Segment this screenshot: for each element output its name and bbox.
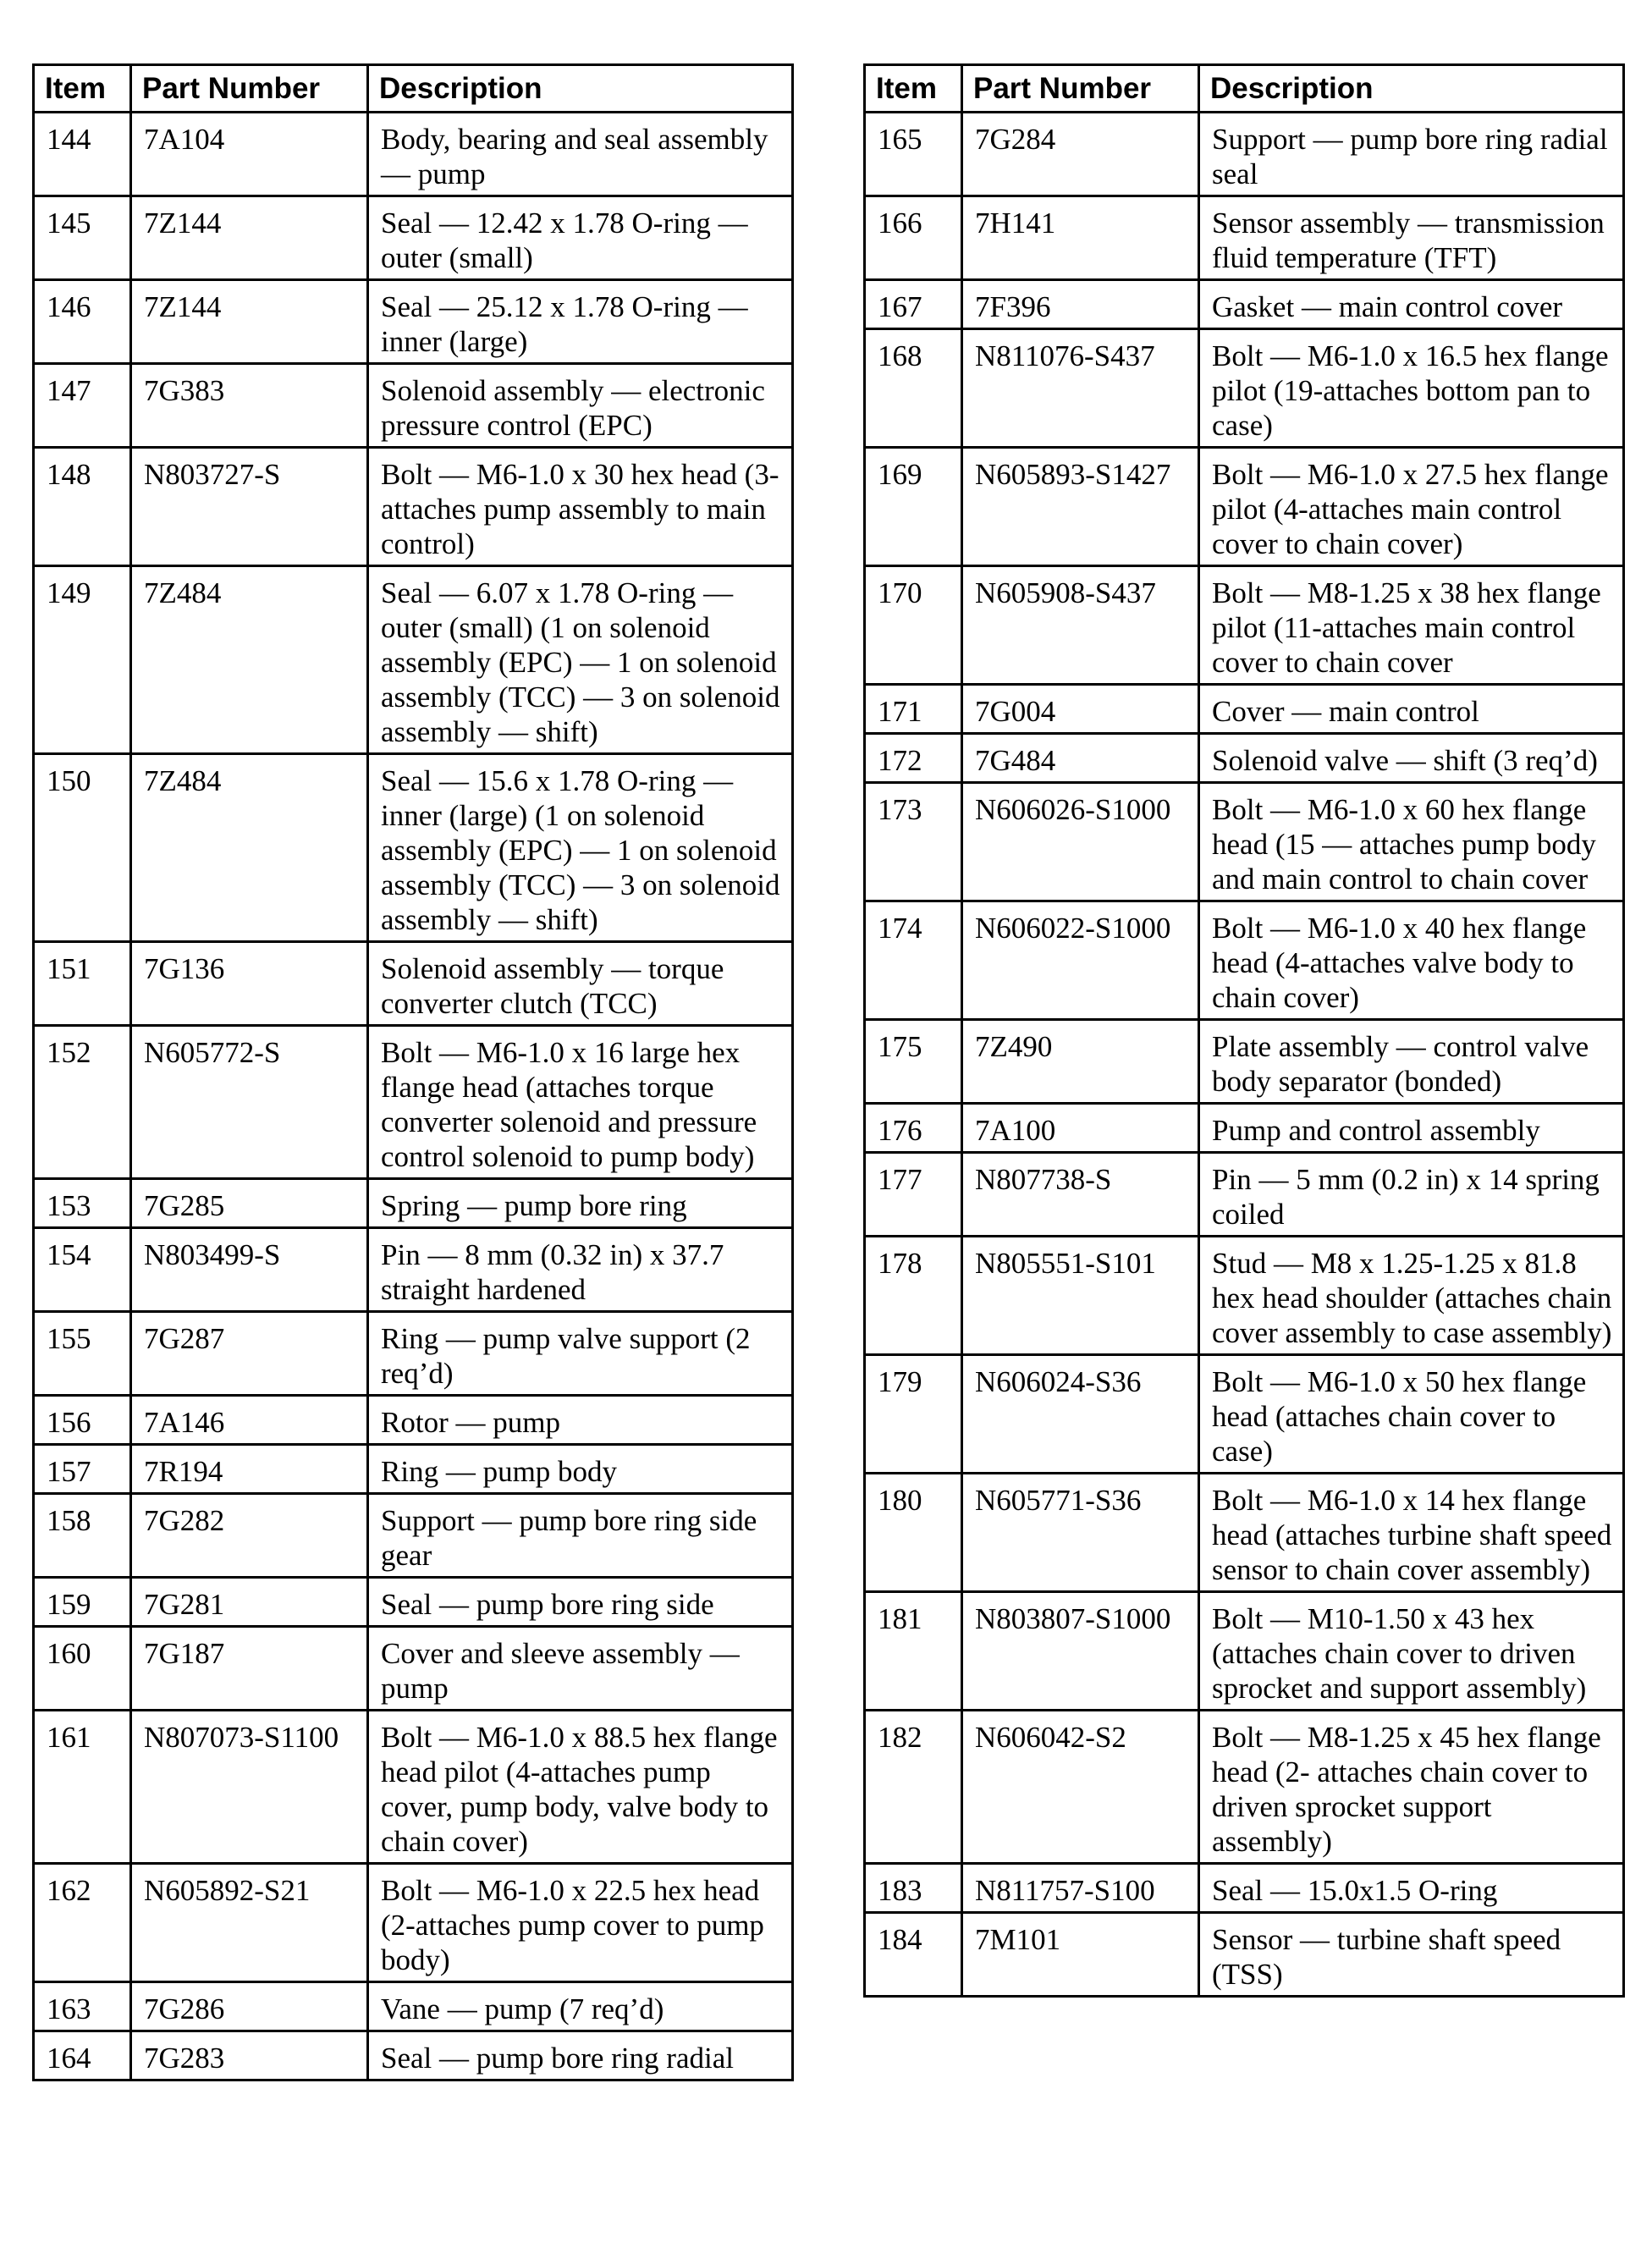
part-number-cell: 7F396: [962, 280, 1199, 329]
table-row: [865, 1864, 1624, 1913]
description-cell: Seal — pump bore ring radial: [368, 2031, 793, 2080]
item-cell: 158: [34, 1494, 131, 1578]
description-cell: Bolt — M10-1.50 x 43 hex (attaches chain cover to driven sprocket and support assembly): [1199, 1592, 1624, 1711]
table-row: [34, 1396, 793, 1445]
table-row: [34, 113, 793, 196]
item-cell: 179: [865, 1355, 962, 1474]
header-description: Description: [368, 65, 793, 113]
item-cell: 162: [34, 1864, 131, 1982]
item-cell: 174: [865, 901, 962, 1020]
part-number-cell: 7G282: [131, 1494, 368, 1578]
table-row: [865, 1020, 1624, 1104]
table-body-left: [34, 113, 793, 2080]
description-cell: Bolt — M6-1.0 x 50 hex flange head (attaches chain cover to case): [1199, 1355, 1624, 1474]
item-cell: 160: [34, 1627, 131, 1711]
item-cell: 155: [34, 1312, 131, 1396]
item-cell: 167: [865, 280, 962, 329]
description-cell: Bolt — M8-1.25 x 45 hex flange head (2- attaches chain cover to driven sprocket support assembly): [1199, 1711, 1624, 1864]
description-cell: Vane — pump (7 req’d): [368, 1982, 793, 2031]
part-number-cell: 7A146: [131, 1396, 368, 1445]
part-number-cell: 7G383: [131, 364, 368, 448]
item-cell: 148: [34, 448, 131, 566]
item-cell: 182: [865, 1711, 962, 1864]
part-number-cell: 7Z484: [131, 754, 368, 942]
item-cell: 183: [865, 1864, 962, 1913]
part-number-cell: 7G281: [131, 1578, 368, 1627]
part-number-cell: 7A100: [962, 1104, 1199, 1153]
table-row: [34, 1578, 793, 1627]
description-cell: Bolt — M6-1.0 x 60 hex flange head (15 — attaches pump body and main control to chain cover: [1199, 783, 1624, 901]
part-number-cell: N605893-S1427: [962, 448, 1199, 566]
item-cell: 176: [865, 1104, 962, 1153]
item-cell: 150: [34, 754, 131, 942]
description-cell: Stud — M8 x 1.25-1.25 x 81.8 hex head shoulder (attaches chain cover assembly to case assembly): [1199, 1237, 1624, 1355]
table-row: [34, 1445, 793, 1494]
description-cell: Gasket — main control cover: [1199, 280, 1624, 329]
table-row: [34, 1494, 793, 1578]
description-cell: Support — pump bore ring radial seal: [1199, 113, 1624, 196]
item-cell: 171: [865, 685, 962, 734]
description-cell: Pin — 8 mm (0.32 in) x 37.7 straight hardened: [368, 1228, 793, 1312]
part-number-cell: N605908-S437: [962, 566, 1199, 685]
table-row: [865, 1237, 1624, 1355]
part-number-cell: N807073-S1100: [131, 1711, 368, 1864]
part-number-cell: N606026-S1000: [962, 783, 1199, 901]
table-header-row: [34, 65, 793, 113]
description-cell: Sensor assembly — transmission fluid temperature (TFT): [1199, 196, 1624, 280]
description-cell: Bolt — M6-1.0 x 22.5 hex head (2-attaches pump cover to pump body): [368, 1864, 793, 1982]
item-cell: 163: [34, 1982, 131, 2031]
table-body-right: [865, 113, 1624, 1997]
parts-table-left: [32, 63, 794, 2081]
item-cell: 181: [865, 1592, 962, 1711]
table-header-row: [865, 65, 1624, 113]
table-row: [865, 1474, 1624, 1592]
parts-table-right: [863, 63, 1625, 1998]
item-cell: 145: [34, 196, 131, 280]
item-cell: 149: [34, 566, 131, 754]
part-number-cell: 7G284: [962, 113, 1199, 196]
item-cell: 161: [34, 1711, 131, 1864]
table-row: [34, 754, 793, 942]
item-cell: 152: [34, 1026, 131, 1179]
part-number-cell: 7G187: [131, 1627, 368, 1711]
description-cell: Rotor — pump: [368, 1396, 793, 1445]
description-cell: Bolt — M6-1.0 x 27.5 hex flange pilot (4-attaches main control cover to chain cover): [1199, 448, 1624, 566]
item-cell: 168: [865, 329, 962, 448]
description-cell: Bolt — M6-1.0 x 30 hex head (3-attaches pump assembly to main control): [368, 448, 793, 566]
part-number-cell: 7H141: [962, 196, 1199, 280]
table-row: [865, 685, 1624, 734]
table-row: [865, 448, 1624, 566]
description-cell: Bolt — M6-1.0 x 16.5 hex flange pilot (19-attaches bottom pan to case): [1199, 329, 1624, 448]
header-item: Item: [34, 65, 131, 113]
table-row: [865, 1711, 1624, 1864]
item-cell: 172: [865, 734, 962, 783]
part-number-cell: 7G287: [131, 1312, 368, 1396]
description-cell: Seal — 12.42 x 1.78 O-ring — outer (small): [368, 196, 793, 280]
part-number-cell: N606024-S36: [962, 1355, 1199, 1474]
table-row: [34, 2031, 793, 2080]
table-row: [865, 1153, 1624, 1237]
item-cell: 170: [865, 566, 962, 685]
item-cell: 144: [34, 113, 131, 196]
description-cell: Seal — 6.07 x 1.78 O-ring — outer (small) (1 on solenoid assembly (EPC) — 1 on solenoid assembly (TCC) — 3 on solenoid assembly — shift): [368, 566, 793, 754]
table-row: [865, 1355, 1624, 1474]
part-number-cell: N803727-S: [131, 448, 368, 566]
part-number-cell: 7G283: [131, 2031, 368, 2080]
table-row: [865, 1592, 1624, 1711]
description-cell: Seal — pump bore ring side: [368, 1578, 793, 1627]
item-cell: 166: [865, 196, 962, 280]
item-cell: 164: [34, 2031, 131, 2080]
part-number-cell: N805551-S101: [962, 1237, 1199, 1355]
header-item: Item: [865, 65, 962, 113]
table-row: [34, 280, 793, 364]
item-cell: 146: [34, 280, 131, 364]
part-number-cell: 7Z144: [131, 196, 368, 280]
table-row: [865, 280, 1624, 329]
item-cell: 178: [865, 1237, 962, 1355]
item-cell: 175: [865, 1020, 962, 1104]
table-row: [865, 1913, 1624, 1997]
table-row: [34, 1711, 793, 1864]
table-row: [34, 1982, 793, 2031]
header-part-number: Part Number: [131, 65, 368, 113]
table-row: [34, 1864, 793, 1982]
description-cell: Sensor — turbine shaft speed (TSS): [1199, 1913, 1624, 1997]
description-cell: Solenoid assembly — electronic pressure control (EPC): [368, 364, 793, 448]
part-number-cell: N605892-S21: [131, 1864, 368, 1982]
item-cell: 157: [34, 1445, 131, 1494]
part-number-cell: N811076-S437: [962, 329, 1199, 448]
item-cell: 156: [34, 1396, 131, 1445]
part-number-cell: 7Z484: [131, 566, 368, 754]
part-number-cell: 7Z144: [131, 280, 368, 364]
description-cell: Cover — main control: [1199, 685, 1624, 734]
table-row: [34, 448, 793, 566]
description-cell: Seal — 25.12 x 1.78 O-ring — inner (large): [368, 280, 793, 364]
item-cell: 151: [34, 942, 131, 1026]
part-number-cell: 7M101: [962, 1913, 1199, 1997]
description-cell: Support — pump bore ring side gear: [368, 1494, 793, 1578]
item-cell: 173: [865, 783, 962, 901]
part-number-cell: N605772-S: [131, 1026, 368, 1179]
table-row: [865, 901, 1624, 1020]
item-cell: 184: [865, 1913, 962, 1997]
table-row: [34, 1179, 793, 1228]
table-row: [865, 329, 1624, 448]
part-number-cell: 7G004: [962, 685, 1199, 734]
description-cell: Pin — 5 mm (0.2 in) x 14 spring coiled: [1199, 1153, 1624, 1237]
table-row: [865, 113, 1624, 196]
item-cell: 159: [34, 1578, 131, 1627]
description-cell: Cover and sleeve assembly — pump: [368, 1627, 793, 1711]
part-number-cell: N803807-S1000: [962, 1592, 1199, 1711]
part-number-cell: 7G484: [962, 734, 1199, 783]
table-row: [34, 1627, 793, 1711]
part-number-cell: N606022-S1000: [962, 901, 1199, 1020]
part-number-cell: 7R194: [131, 1445, 368, 1494]
table-row: [865, 1104, 1624, 1153]
part-number-cell: N807738-S: [962, 1153, 1199, 1237]
description-cell: Bolt — M6-1.0 x 16 large hex flange head (attaches torque converter solenoid and pressure control solenoid to pump body): [368, 1026, 793, 1179]
part-number-cell: N803499-S: [131, 1228, 368, 1312]
description-cell: Seal — 15.0x1.5 O-ring: [1199, 1864, 1624, 1913]
part-number-cell: 7G285: [131, 1179, 368, 1228]
description-cell: Ring — pump valve support (2 req’d): [368, 1312, 793, 1396]
part-number-cell: N811757-S100: [962, 1864, 1199, 1913]
description-cell: Ring — pump body: [368, 1445, 793, 1494]
item-cell: 165: [865, 113, 962, 196]
header-part-number: Part Number: [962, 65, 1199, 113]
description-cell: Body, bearing and seal assembly — pump: [368, 113, 793, 196]
table-row: [865, 783, 1624, 901]
description-cell: Solenoid valve — shift (3 req’d): [1199, 734, 1624, 783]
table-row: [34, 1026, 793, 1179]
item-cell: 147: [34, 364, 131, 448]
table-row: [34, 942, 793, 1026]
part-number-cell: 7Z490: [962, 1020, 1199, 1104]
description-cell: Spring — pump bore ring: [368, 1179, 793, 1228]
part-number-cell: 7A104: [131, 113, 368, 196]
table-row: [34, 1312, 793, 1396]
table-row: [34, 196, 793, 280]
table-row: [865, 196, 1624, 280]
part-number-cell: N605771-S36: [962, 1474, 1199, 1592]
description-cell: Bolt — M6-1.0 x 88.5 hex flange head pilot (4-attaches pump cover, pump body, valve body to chain cover): [368, 1711, 793, 1864]
table-row: [34, 566, 793, 754]
table-row: [34, 364, 793, 448]
table-row: [865, 734, 1624, 783]
item-cell: 154: [34, 1228, 131, 1312]
description-cell: Bolt — M8-1.25 x 38 hex flange pilot (11-attaches main control cover to chain cover: [1199, 566, 1624, 685]
item-cell: 180: [865, 1474, 962, 1592]
header-description: Description: [1199, 65, 1624, 113]
description-cell: Pump and control assembly: [1199, 1104, 1624, 1153]
part-number-cell: 7G136: [131, 942, 368, 1026]
description-cell: Bolt — M6-1.0 x 40 hex flange head (4-attaches valve body to chain cover): [1199, 901, 1624, 1020]
part-number-cell: N606042-S2: [962, 1711, 1199, 1864]
item-cell: 169: [865, 448, 962, 566]
item-cell: 153: [34, 1179, 131, 1228]
description-cell: Plate assembly — control valve body separator (bonded): [1199, 1020, 1624, 1104]
description-cell: Solenoid assembly — torque converter clutch (TCC): [368, 942, 793, 1026]
table-row: [865, 566, 1624, 685]
table-row: [34, 1228, 793, 1312]
item-cell: 177: [865, 1153, 962, 1237]
description-cell: Seal — 15.6 x 1.78 O-ring — inner (large) (1 on solenoid assembly (EPC) — 1 on solenoid assembly (TCC) — 3 on solenoid assembly — shift): [368, 754, 793, 942]
part-number-cell: 7G286: [131, 1982, 368, 2031]
description-cell: Bolt — M6-1.0 x 14 hex flange head (attaches turbine shaft speed sensor to chain cover assembly): [1199, 1474, 1624, 1592]
